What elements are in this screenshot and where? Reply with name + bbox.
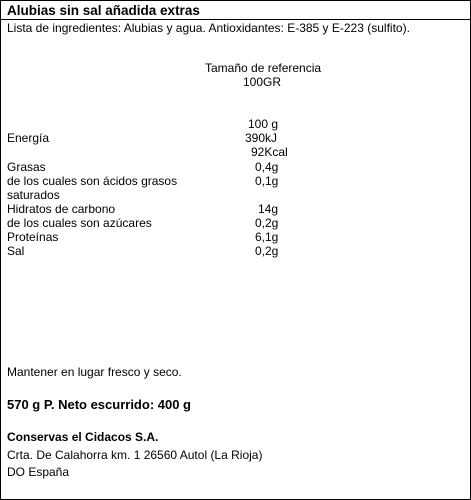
per-100g-label: 100 g <box>248 117 279 131</box>
nutrient-label-protein: Proteínas <box>7 230 59 244</box>
nutrient-value-protein: 6,1g <box>255 230 279 244</box>
title-divider <box>1 19 470 20</box>
net-weight: 570 g P. Neto escurrido: 400 g <box>7 397 191 412</box>
reference-size-amount: 100GR <box>243 75 282 89</box>
origin-label: DO España <box>7 465 70 479</box>
storage-instructions: Mantener en lugar fresco y seco. <box>7 365 182 379</box>
reference-size-heading: Tamaño de referencia <box>205 61 322 75</box>
nutrient-label-saturated-cont: saturados <box>7 188 60 202</box>
nutrient-label-fat: Grasas <box>7 160 46 174</box>
nutrient-value-salt: 0,2g <box>255 244 279 258</box>
nutrient-value-saturated-fat: 0,1g <box>255 174 279 188</box>
nutrient-value-fat: 0,4g <box>255 160 279 174</box>
nutrient-value-carbohydrates: 14g <box>258 202 279 216</box>
nutrient-label-sugars: de los cuales son azúcares <box>7 216 152 230</box>
ingredients-text: Lista de ingredientes: Alubias y agua. Antioxidantes: E-385 y E-223 (sulfito). <box>7 21 410 35</box>
energy-kcal-value: 92Kcal <box>251 145 288 159</box>
nutrient-label-salt: Sal <box>7 244 25 258</box>
nutrient-value-sugars: 0,2g <box>255 216 279 230</box>
company-address: Crta. De Calahorra km. 1 26560 Autol (La Rioja) <box>7 448 263 462</box>
product-title: Alubias sin sal añadida extras <box>7 3 200 18</box>
energy-label: Energía <box>7 131 50 145</box>
nutrient-label-carbohydrates: Hidratos de carbono <box>7 202 116 216</box>
company-name: Conservas el Cidacos S.A. <box>7 430 159 444</box>
energy-kj-value: 390kJ <box>245 131 278 145</box>
nutrient-label-saturated-fat: de los cuales son ácidos grasos <box>7 174 178 188</box>
